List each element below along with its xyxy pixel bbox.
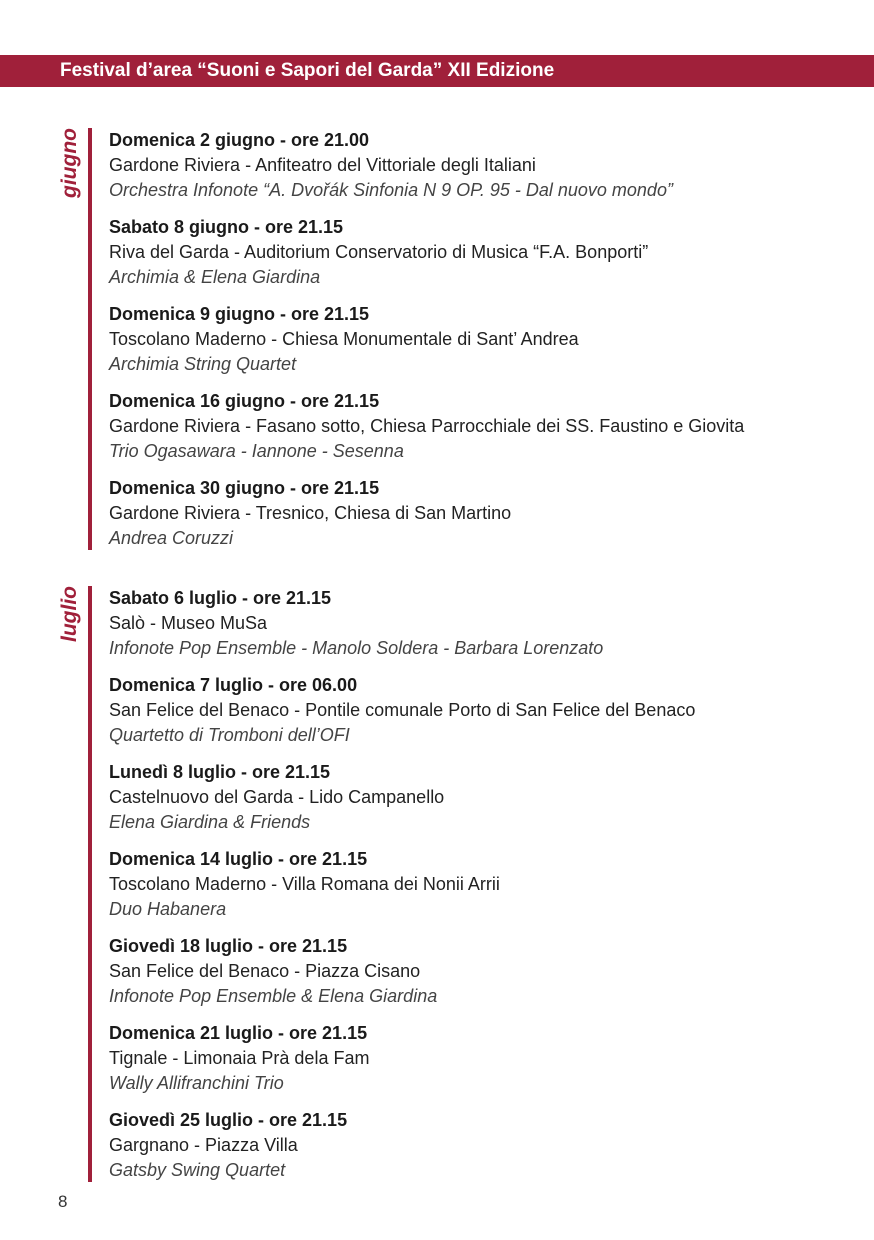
event-place: Gargnano - Piazza Villa bbox=[109, 1135, 298, 1155]
event-artist: Infonote Pop Ensemble & Elena Giardina bbox=[109, 986, 438, 1006]
event-artist: Andrea Coruzzi bbox=[109, 528, 234, 548]
event-date: Sabato 6 luglio - ore 21.15 bbox=[109, 588, 332, 608]
event-date: Domenica 30 giugno - ore 21.15 bbox=[109, 478, 380, 498]
event-artist: Archimia String Quartet bbox=[109, 354, 297, 374]
event-place: San Felice del Benaco - Piazza Cisano bbox=[109, 961, 421, 981]
event-list bbox=[109, 586, 854, 1195]
event-item bbox=[109, 1021, 854, 1108]
event-artist: Duo Habanera bbox=[109, 899, 227, 919]
event-artist: Orchestra Infonote “A. Dvořák Sinfonia N 9 OP. 95 - Dal nuovo mondo” bbox=[109, 180, 673, 200]
event-place: Tignale - Limonaia Prà dela Fam bbox=[109, 1048, 370, 1068]
event-item bbox=[109, 389, 854, 476]
event-artist: Infonote Pop Ensemble - Manolo Soldera - Barbara Lorenzato bbox=[109, 638, 604, 658]
month-label: luglio bbox=[58, 586, 81, 642]
event-place: Toscolano Maderno - Villa Romana dei Nonii Arrii bbox=[109, 874, 500, 894]
event-date: Domenica 2 giugno - ore 21.00 bbox=[109, 130, 370, 150]
event-date: Domenica 7 luglio - ore 06.00 bbox=[109, 675, 358, 695]
month-bar bbox=[88, 128, 92, 550]
event-date: Giovedì 25 luglio - ore 21.15 bbox=[109, 1110, 348, 1130]
header-banner bbox=[0, 55, 874, 87]
event-item bbox=[109, 215, 854, 302]
event-artist: Archimia & Elena Giardina bbox=[109, 267, 321, 287]
event-date: Domenica 21 luglio - ore 21.15 bbox=[109, 1023, 368, 1043]
event-place: San Felice del Benaco - Pontile comunale Porto di San Felice del Benaco bbox=[109, 700, 696, 720]
page-number: 8 bbox=[58, 1192, 68, 1211]
event-item bbox=[109, 128, 854, 215]
page-title: Festival d’area “Suoni e Sapori del Garda” XII Edizione bbox=[60, 60, 555, 81]
event-item bbox=[109, 302, 854, 389]
event-place: Toscolano Maderno - Chiesa Monumentale di Sant’ Andrea bbox=[109, 329, 579, 349]
event-place: Castelnuovo del Garda - Lido Campanello bbox=[109, 787, 445, 807]
event-place: Gardone Riviera - Anfiteatro del Vittoriale degli Italiani bbox=[109, 155, 536, 175]
event-date: Domenica 9 giugno - ore 21.15 bbox=[109, 304, 370, 324]
event-list bbox=[109, 128, 854, 563]
event-date: Sabato 8 giugno - ore 21.15 bbox=[109, 217, 344, 237]
event-place: Salò - Museo MuSa bbox=[109, 613, 268, 633]
event-artist: Quartetto di Tromboni dell’OFI bbox=[109, 725, 350, 745]
event-place: Gardone Riviera - Tresnico, Chiesa di San Martino bbox=[109, 503, 512, 523]
event-artist: Wally Allifranchini Trio bbox=[109, 1073, 284, 1093]
event-item bbox=[109, 1108, 854, 1195]
event-artist: Gatsby Swing Quartet bbox=[109, 1160, 286, 1180]
event-item bbox=[109, 476, 854, 563]
event-item bbox=[109, 847, 854, 934]
event-date: Lunedì 8 luglio - ore 21.15 bbox=[109, 762, 331, 782]
event-artist: Elena Giardina & Friends bbox=[109, 812, 311, 832]
event-place: Riva del Garda - Auditorium Conservatorio di Musica “F.A. Bonporti” bbox=[109, 242, 649, 262]
month-label: giugno bbox=[58, 128, 81, 198]
event-date: Domenica 16 giugno - ore 21.15 bbox=[109, 391, 380, 411]
event-item bbox=[109, 586, 854, 673]
month-bar bbox=[88, 586, 92, 1182]
event-item bbox=[109, 934, 854, 1021]
event-date: Domenica 14 luglio - ore 21.15 bbox=[109, 849, 368, 869]
event-date: Giovedì 18 luglio - ore 21.15 bbox=[109, 936, 348, 956]
event-item bbox=[109, 673, 854, 760]
event-place: Gardone Riviera - Fasano sotto, Chiesa Parrocchiale dei SS. Faustino e Giovita bbox=[109, 416, 745, 436]
event-item bbox=[109, 760, 854, 847]
event-artist: Trio Ogasawara - Iannone - Sesenna bbox=[109, 441, 404, 461]
